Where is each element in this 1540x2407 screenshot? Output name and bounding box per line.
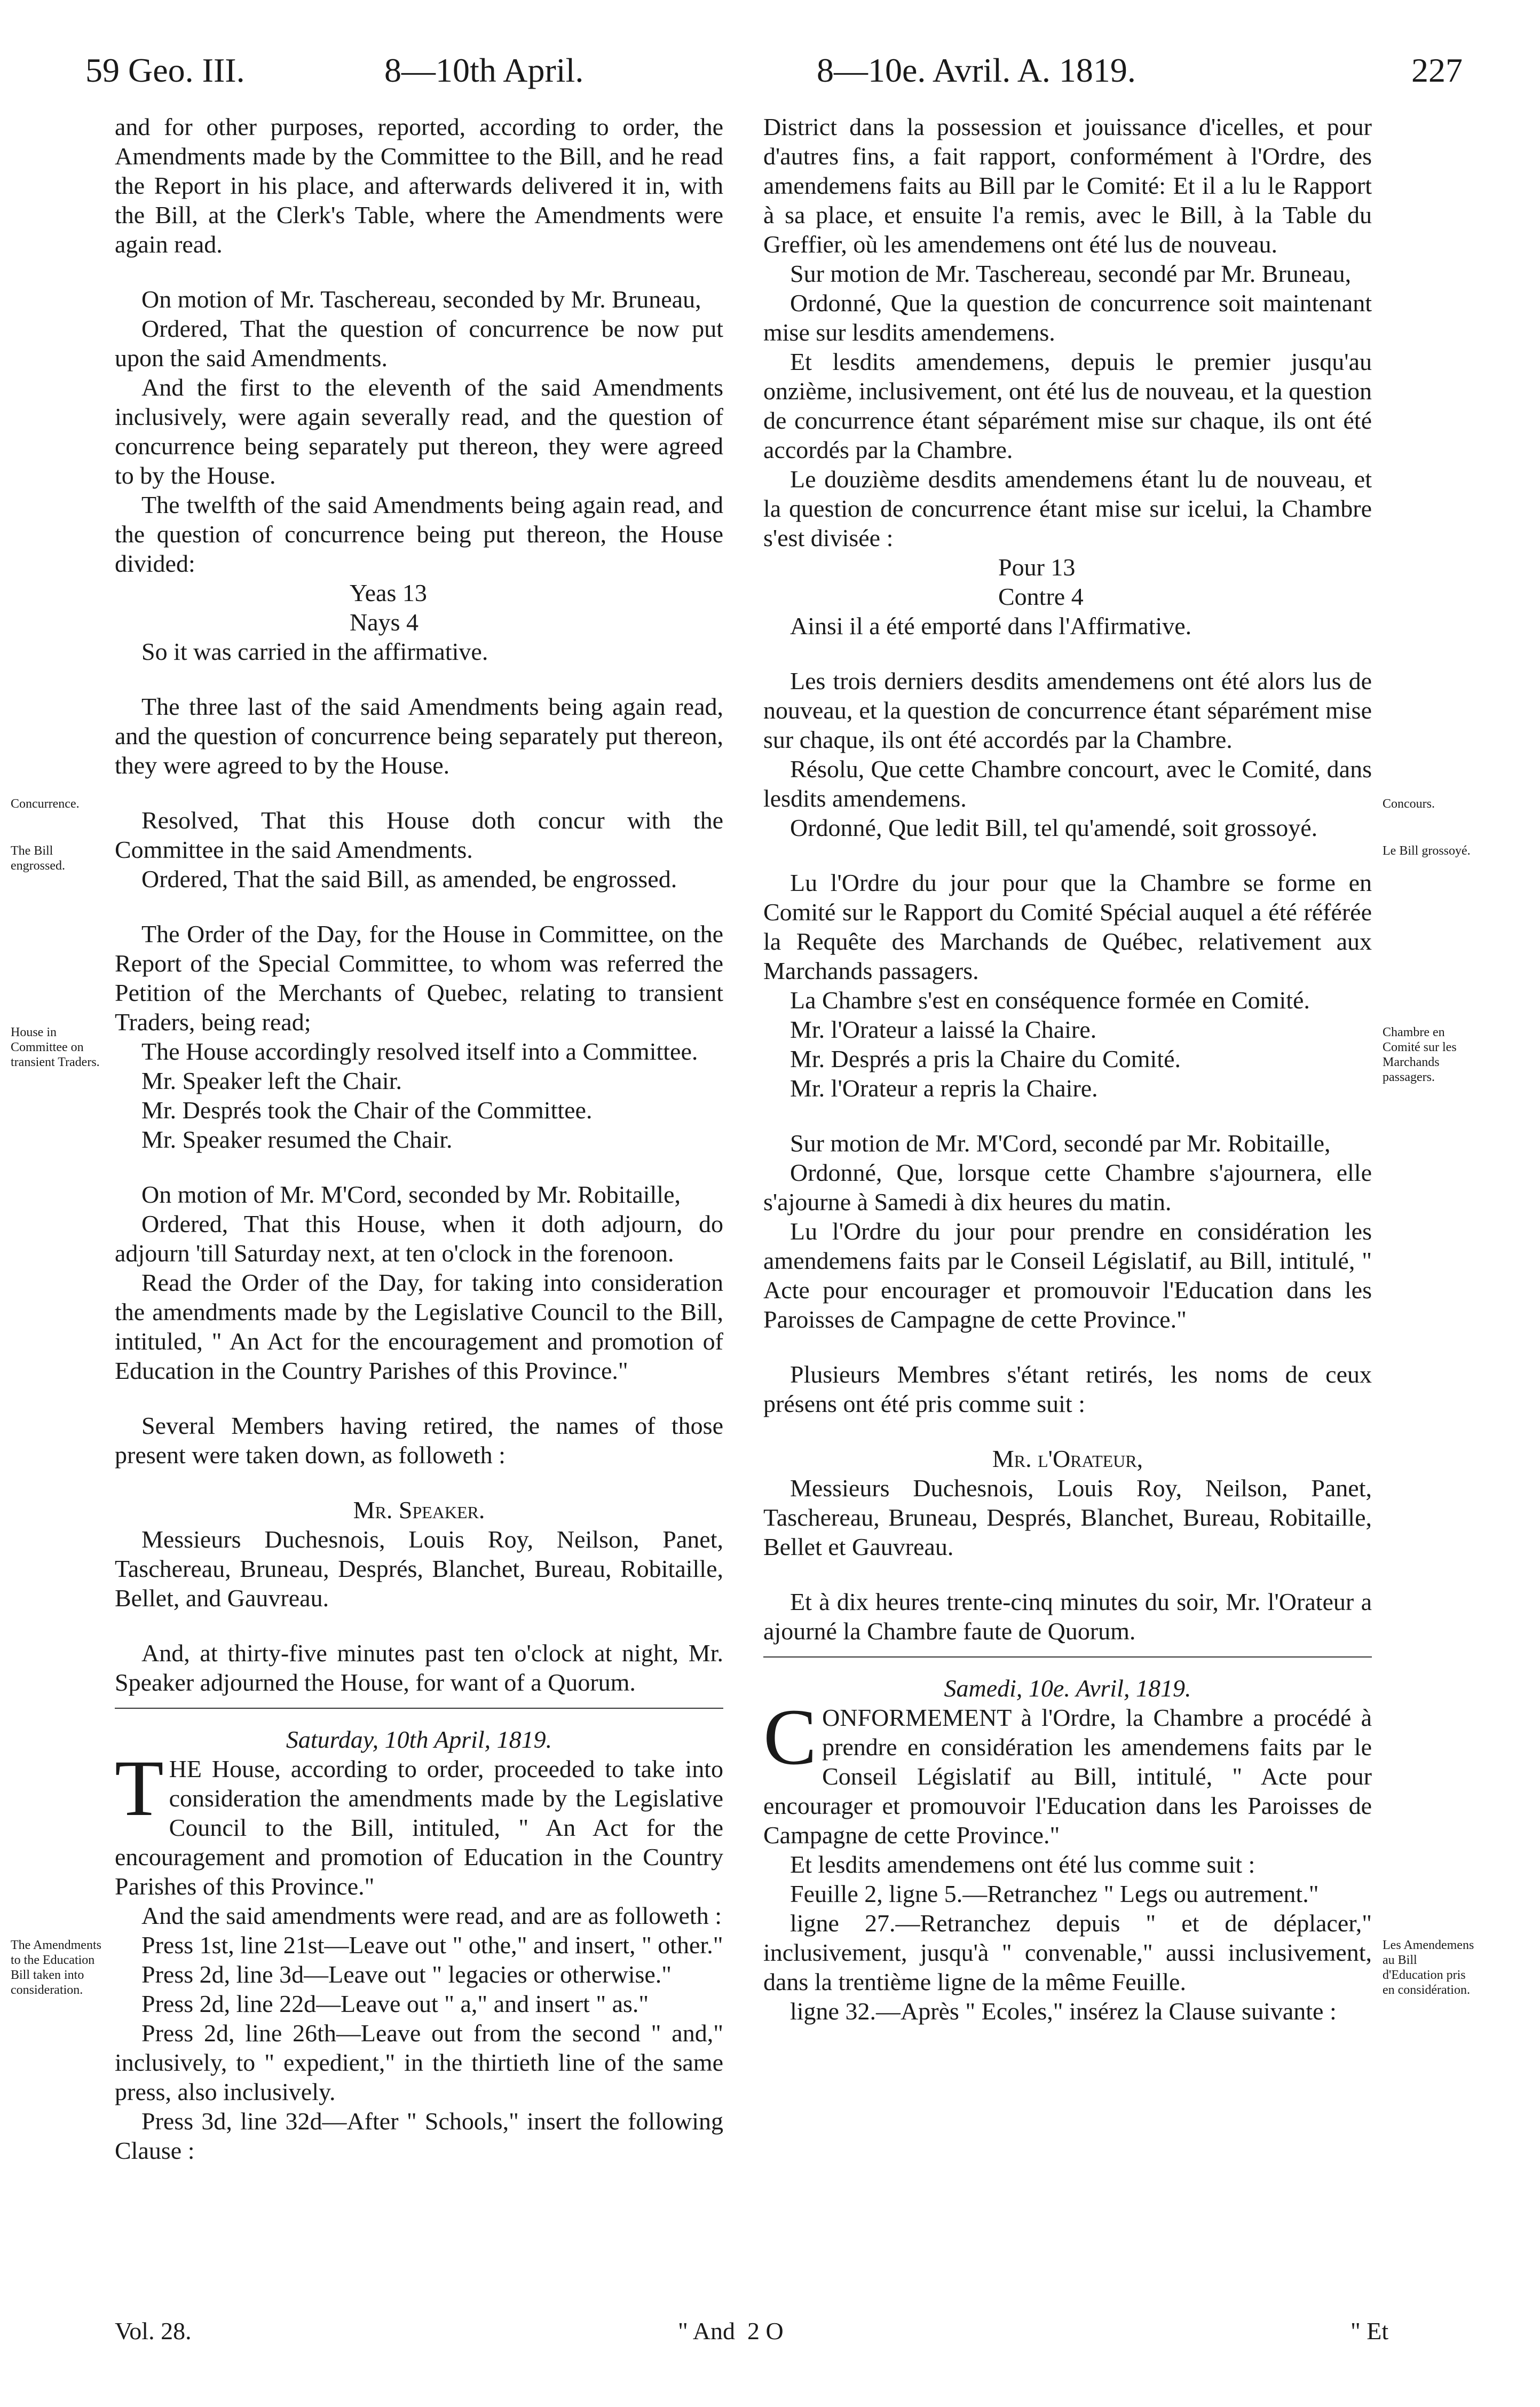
en-paragraph: Mr. Després took the Chair of the Committee. [141,1096,593,1124]
margin-note-concurrence: Concurrence. [11,797,80,811]
fr-paragraph: Mr. l'Orateur a repris la Chaire. [790,1075,1098,1102]
header-date-french: 8—10e. Avril. A. 1819. [817,51,1136,89]
en-paragraph: Ordered, That the question of concurrence be now put upon the said Amendments. [115,315,723,372]
en-paragraph: Ordered, That the said Bill, as amended, be engrossed. [141,865,677,893]
fr-paragraph: La Chambre s'est en conséquence formée en Comité. [790,987,1310,1014]
footer-volume: Vol. 28. [115,2317,192,2345]
en-divider [115,1708,723,1709]
en-dropcap: T [115,1744,164,1833]
fr-paragraph: Résolu, Que cette Chambre concourt, avec le Comité, dans lesdits amendemens. [763,755,1372,812]
fr-paragraph: Sur motion de Mr. M'Cord, secondé par Mr. Robitaille, [790,1130,1331,1157]
en-paragraph: Several Members having retired, the names of those present were taken down, as followeth : [115,1412,723,1469]
en-amendment: Press 2d, line 3d—Leave out " legacies or otherwise." [141,1961,672,1988]
fr-amendment: ligne 27.—Retranchez depuis " et de déplacer," inclusivement, jusqu'à " convenable," aussi inclusivement, dans la trentième ligne de la même Feuille. [763,1909,1372,1995]
english-column [115,112,723,2349]
fr-paragraph: Mr. l'Orateur a laissé la Chaire. [790,1016,1097,1043]
en-nays: Nays 4 [350,609,419,636]
en-paragraph: And, at thirty-five minutes past ten o'clock at night, Mr. Speaker adjourned the House, for want of a Quorum. [115,1639,723,1696]
header-session: 59 Geo. III. [85,51,245,89]
margin-note-amendemens: Les Amendemens au Bill d'Education pris en considération. [1383,1938,1474,1997]
en-paragraph: The Order of the Day, for the House in Committee, on the Report of the Special Committee, to whom was referred the Petition of the Merchants of Quebec, relating to transient Traders, being read; [115,920,723,1036]
fr-paragraph: CONFORMEMENT à l'Ordre, la Chambre a procédé à prendre en considération les amendemens faits par le Conseil Législatif au Bill, intitulé, " Acte pour encourager et promouvoir l'Education dans les Paroisses de Campagne de cette Province." [763,1693,1372,1849]
en-paragraph: On motion of Mr. Taschereau, seconded by Mr. Bruneau, [141,286,701,313]
footer-catchword-french: " Et [1351,2317,1389,2345]
fr-amendment: ligne 32.—Après " Ecoles," insérez la Clause suivante : [790,1998,1337,2025]
fr-paragraph: Et à dix heures trente-cinq minutes du soir, Mr. l'Orateur a ajourné la Chambre faute de Quorum. [763,1588,1372,1645]
margin-note-amendments: The Amendments to the Education Bill taken into consideration. [11,1938,101,1997]
en-members-list: Messieurs Duchesnois, Louis Roy, Neilson, Panet, Taschereau, Bruneau, Després, Blanchet, Bureau, Robitaille, Bellet, and Gauvreau. [115,1526,723,1612]
fr-paragraph: Sur motion de Mr. Taschereau, secondé par Mr. Bruneau, [790,260,1352,287]
en-paragraph: THE House, according to order, proceeded to take into consideration the amendments made by the Legislative Council to the Bill, intituled, " An Act for the encouragement and promotion of Education in the Country Parishes of this Province." [115,1744,723,1900]
fr-paragraph: Ordonné, Que la question de concurrence soit maintenant mise sur lesdits amendemens. [763,289,1372,346]
fr-amendment: Feuille 2, ligne 5.—Retranchez " Legs ou autrement." [790,1880,1319,1907]
margin-note-concours: Concours. [1383,797,1435,811]
en-paragraph: and for other purposes, reported, according to order, the Amendments made by the Committee to the Bill, and he read the Report in his place, and afterwards delivered it in, with the Bill, at the Clerk's Table, where the Amendments were again read. [115,113,723,258]
fr-paragraph: Ainsi il a été emporté dans l'Affirmative. [790,612,1192,640]
en-amendment: Press 1st, line 21st—Leave out " othe," and insert, " other." [141,1931,723,1959]
fr-dropcap: C [763,1693,817,1781]
en-amendment: Press 3d, line 32d—After " Schools," insert the following Clause : [115,2108,723,2164]
en-amendment: Press 2d, line 26th—Leave out from the second " and," inclusively, to " expedient," in the thirtieth line of the same press, also inclusively. [115,2019,723,2105]
margin-note-chambre-comite: Chambre en Comité sur les Marchands passagers. [1383,1025,1457,1084]
margin-note-engrossed: The Bill engrossed. [11,844,65,873]
header-date-english: 8—10th April. [384,51,584,89]
fr-paragraph: Ordonné, Que, lorsque cette Chambre s'ajournera, elle s'ajourne à Samedi à dix heures du matin. [763,1159,1372,1216]
en-date-heading: Saturday, 10th April, 1819. [286,1726,552,1753]
en-paragraph: On motion of Mr. M'Cord, seconded by Mr. Robitaille, [141,1181,681,1208]
french-column [763,112,1372,2349]
fr-paragraph: Plusieurs Membres s'étant retirés, les noms de ceux présens ont été pris comme suit : [763,1361,1372,1417]
footer-catchword-english: " And 2 O [678,2317,784,2345]
en-paragraph: The twelfth of the said Amendments being again read, and the question of concurrence being put thereon, the House divided: [115,491,723,577]
en-paragraph: Resolved, That this House doth concur with the Committee in the said Amendments. [115,807,723,863]
en-paragraph: Read the Order of the Day, for taking into consideration the amendments made by the Legislative Council to the Bill, intituled, " An Act for the encouragement and promotion of Education in the Country Parishes of this Province." [115,1269,723,1384]
margin-note-grossoye: Le Bill grossoyé. [1383,844,1471,858]
en-paragraph: And the said amendments were read, and are as followeth : [141,1902,722,1929]
fr-paragraph: Lu l'Ordre du jour pour que la Chambre se forme en Comité sur le Rapport du Comité Spécial auquel a été référée la Requête des Marchands de Québec, relativement aux Marchands passagers. [763,869,1372,984]
en-paragraph: And the first to the eleventh of the said Amendments inclusively, were again severally read, and the question of concurrence being separately put thereon, they were agreed to by the House. [115,374,723,489]
en-speaker-heading: Mr. Speaker. [353,1496,485,1524]
fr-speaker-heading: Mr. l'Orateur, [992,1445,1143,1472]
en-paragraph: The House accordingly resolved itself into a Committee. [141,1038,698,1065]
fr-paragraph: Mr. Després a pris la Chaire du Comité. [790,1045,1181,1072]
fr-members-list: Messieurs Duchesnois, Louis Roy, Neilson, Panet, Taschereau, Bruneau, Després, Blanchet, Bureau, Robitaille, Bellet et Gauvreau. [763,1474,1372,1560]
fr-paragraph: Et lesdits amendemens, depuis le premier jusqu'au onzième, inclusivement, ont été lus de nouveau, et la question de concurrence étant séparément mise sur chaque, ils ont été accordés par la Chambre. [763,348,1372,463]
fr-paragraph: Le douzième desdits amendemens étant lu de nouveau, et la question de concurrence étant mise sur icelui, la Chambre s'est divisée : [763,465,1372,551]
page-header [85,51,1463,109]
fr-paragraph: Lu l'Ordre du jour pour prendre en considération les amendemens faits par le Conseil Législatif, au Bill, intitulé, " Acte pour encourager et promouvoir l'Education dans les Paroisses de Campagne de cette Province." [763,1218,1372,1333]
en-paragraph: The three last of the said Amendments being again read, and the question of concurrence being separately put thereon, they were agreed to by the House. [115,693,723,779]
fr-divider [763,1656,1372,1658]
en-paragraph: So it was carried in the affirmative. [141,638,488,665]
margin-note-house-committee: House in Committee on transient Traders. [11,1025,100,1069]
footer-signature: 2 O [747,2317,784,2345]
fr-paragraph: Ordonné, Que ledit Bill, tel qu'amendé, soit grossoyé. [790,814,1318,841]
en-paragraph: Ordered, That this House, when it doth adjourn, do adjourn 'till Saturday next, at ten o'clock in the forenoon. [115,1210,723,1267]
fr-paragraph: Les trois derniers desdits amendemens ont été alors lus de nouveau, et la question de concurrence étant séparément mise sur chaque, ils ont été accordés par la Chambre. [763,667,1372,753]
en-yeas: Yeas 13 [350,579,427,606]
fr-date-heading: Samedi, 10e. Avril, 1819. [944,1675,1191,1702]
en-amendment: Press 2d, line 22d—Leave out " a," and insert " as." [141,1990,649,2017]
fr-paragraph: Et lesdits amendemens ont été lus comme suit : [790,1851,1255,1878]
fr-contre: Contre 4 [998,583,1084,610]
page-number: 227 [1411,51,1463,89]
en-paragraph: Mr. Speaker resumed the Chair. [141,1126,453,1153]
fr-pour: Pour 13 [998,554,1076,581]
fr-paragraph: District dans la possession et jouissance d'icelles, et pour d'autres fins, a fait rapport, conformément à l'Ordre, des amendemens faits au Bill par le Comité: Et il a lu le Rapport à sa place, et ensuite l'a remis, avec le Bill, à la Table du Greffier, où les amendemens ont été lus de nouveau. [763,113,1372,258]
en-paragraph: Mr. Speaker left the Chair. [141,1067,402,1094]
